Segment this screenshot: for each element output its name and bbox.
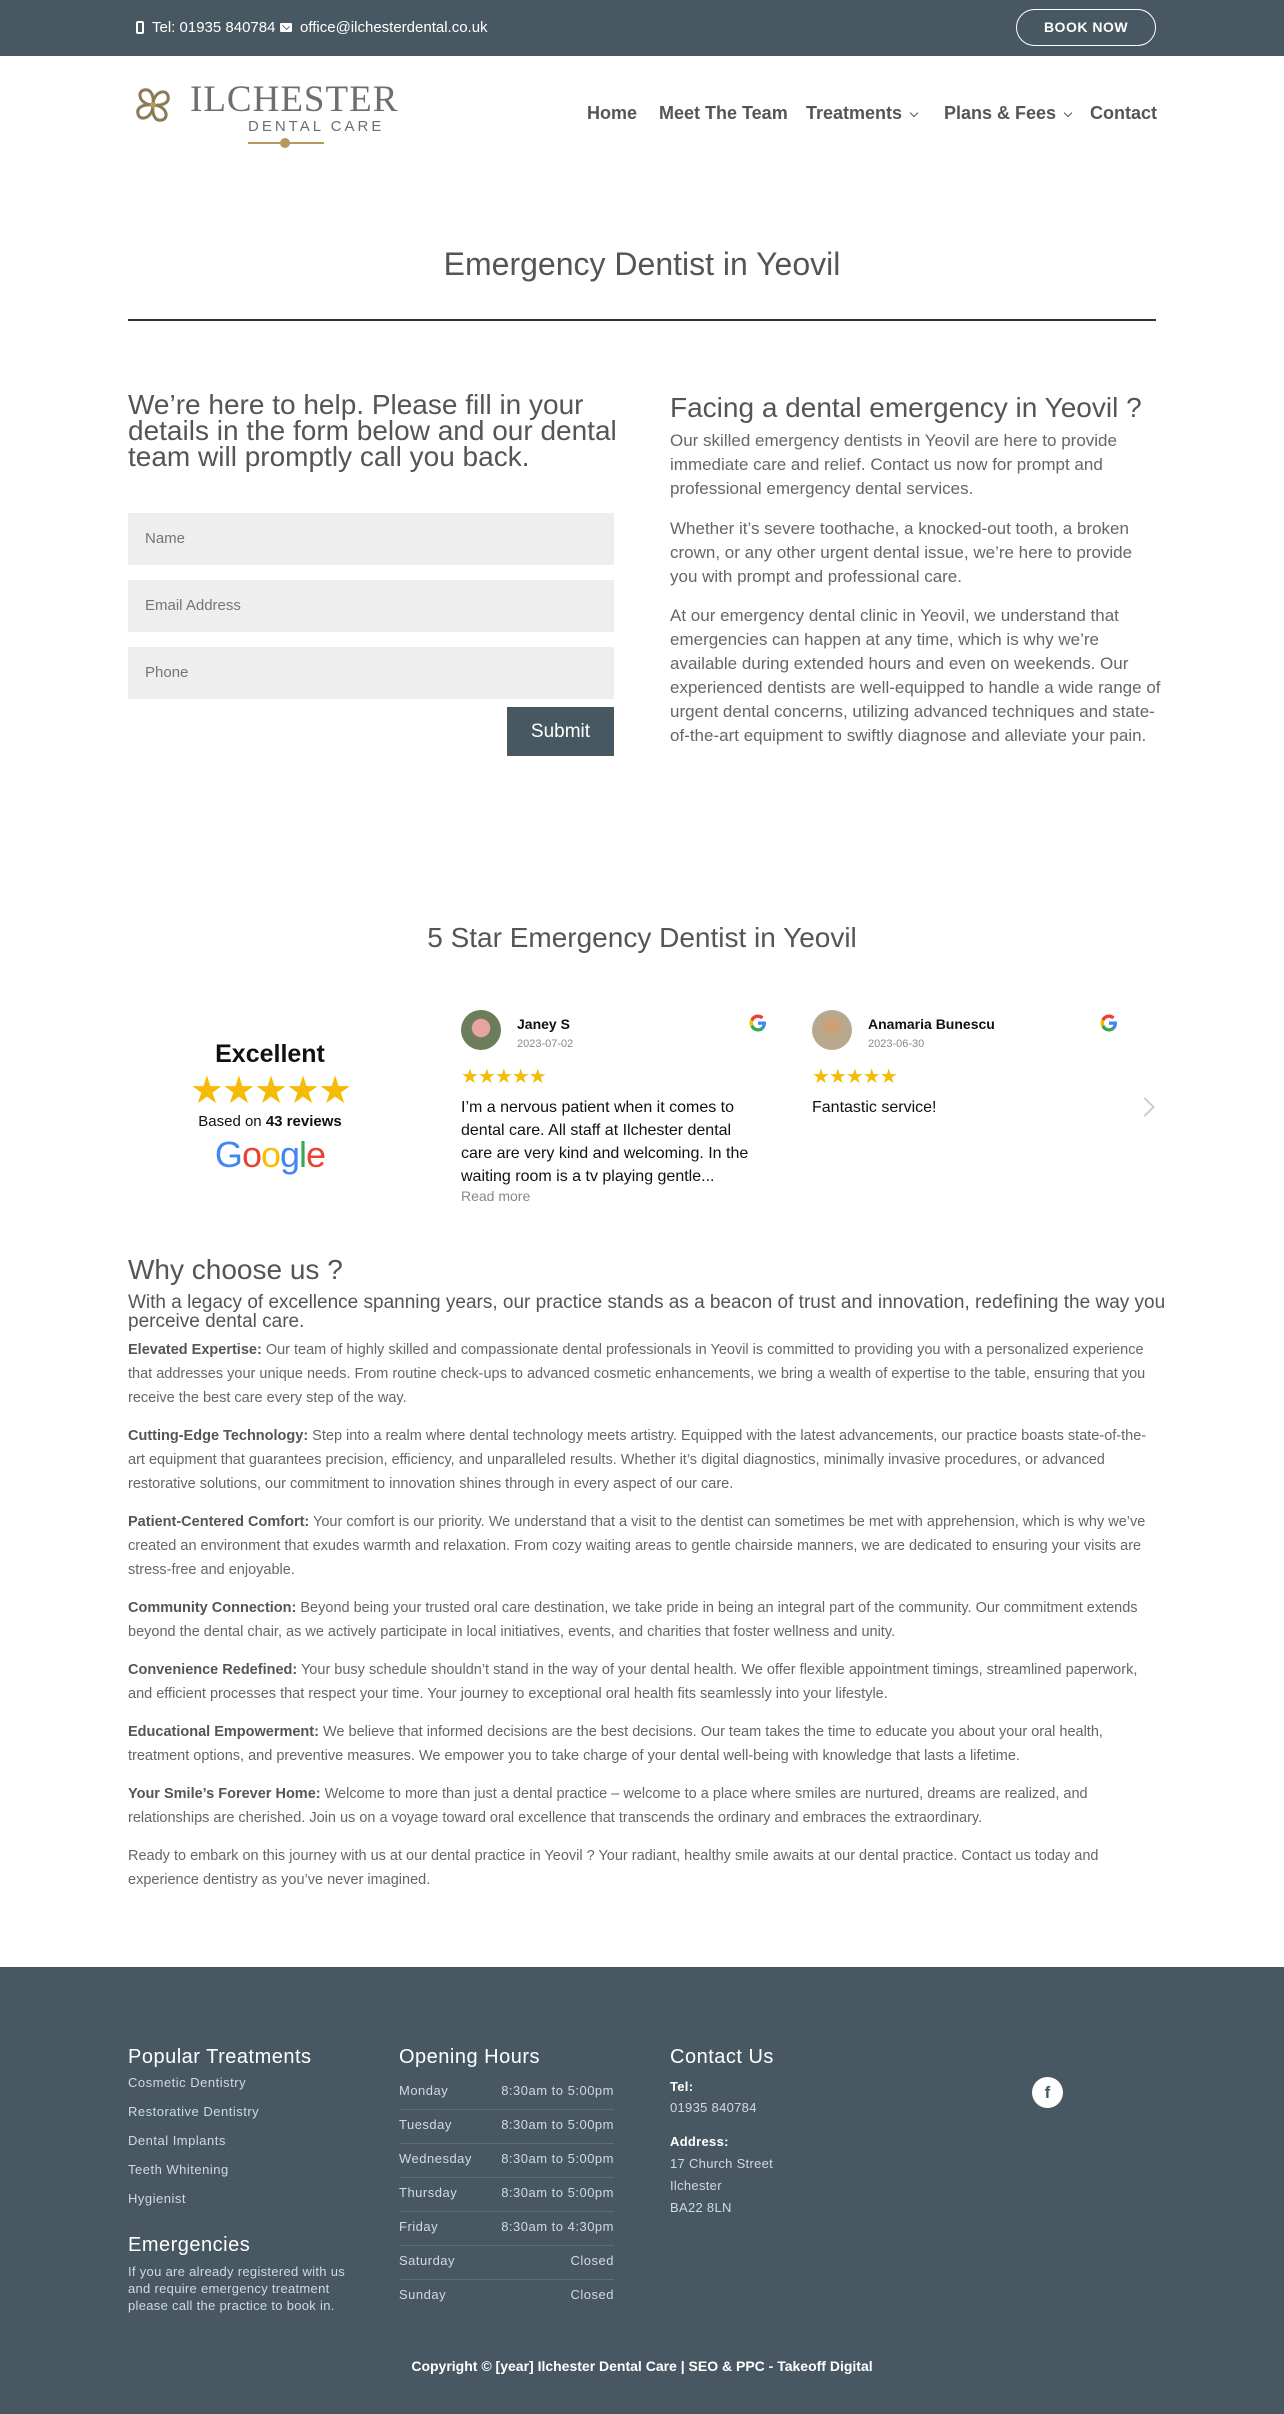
why-item-label: Patient-Centered Comfort: [128,1514,310,1530]
hours-day: Monday [399,2083,449,2098]
rating-word: Excellent [215,1040,325,1068]
hours-time: 8:30am to 4:30pm [501,2219,614,2234]
review-count [170,1113,370,1130]
hours-day: Thursday [399,2185,458,2200]
mobile-phone-icon [136,21,144,34]
why-item-text: Ready to embark on this journey with us at our dental practice in Yeovil ? Your radiant, healthy smile awaits at our dental practice. Contact us today and experience dentistry as you’ve never imagined. [128,1848,1099,1888]
hours-time: Closed [570,2287,614,2302]
why-item [128,1510,1158,1582]
address-line: 17 Church Street [670,2156,774,2171]
phone-field[interactable] [128,647,614,699]
hours-row [399,2212,614,2246]
nav-contact[interactable]: Contact [1090,103,1157,123]
address-line: BA22 8LN [670,2200,732,2215]
why-item-label: Cutting-Edge Technology: [128,1428,309,1444]
why-item-text: We believe that informed decisions are the best decisions. Our team takes the time to educate you about your oral health, treatment options, and preventive measures. We empower you to take charge of your dental well-being with knowledge that lasts a lifetime. [128,1724,1103,1764]
hours-day: Friday [399,2219,439,2234]
address-label: Address: [670,2134,729,2149]
review-summary [170,1040,370,1176]
logo-ornament [280,138,290,148]
footer-link-hygienist[interactable]: Hygienist [128,2191,186,2206]
hours-time: 8:30am to 5:00pm [501,2083,614,2098]
read-more-link[interactable]: Read more [461,1188,531,1204]
envelope-icon [280,23,292,32]
footer-link-whitening[interactable]: Teeth Whitening [128,2162,229,2177]
why-item [128,1782,1158,1830]
avatar [461,1010,501,1050]
chevron-right-icon[interactable] [1135,1097,1155,1117]
review-count-value[interactable]: 43 reviews [265,1113,342,1130]
review-date: 2023-06-30 [868,1038,925,1050]
footer [0,1967,1284,2414]
hours-day: Wednesday [399,2151,472,2166]
tel-label: Tel: [670,2079,694,2094]
why-item-label: Your Smile’s Forever Home: [128,1786,321,1802]
review-text: I’m a nervous patient when it comes to dental care. All staff at Ilchester dental care are very kind and welcoming. In the waiting room is a tv playing gentle... [461,1099,749,1185]
logo-title: ILCHESTER [190,79,399,120]
nav-home[interactable]: Home [587,103,638,123]
logo-subtitle: DENTAL CARE [248,118,385,135]
facebook-icon[interactable]: f [1032,2077,1063,2108]
why-item-text: Step into a realm where dental technology meets artistry. Equipped with the latest advancements, our practice boasts state-of-the-art equipment that guarantees precision, efficiency, and unparalleled results. Whether it’s digital diagnostics, minimally invasive procedures, or advanced restorative solutions, our commitment to innovation shines through in every aspect of our care. [128,1428,1147,1492]
footer-link-restorative[interactable]: Restorative Dentistry [128,2104,260,2119]
nav-plans-fees[interactable] [944,103,1071,124]
form-heading: We’re here to help. Please fill in your details in the form below and our dental team will promptly call you back. [128,389,617,472]
hours-time: 8:30am to 5:00pm [501,2151,614,2166]
why-title: Why choose us ? [128,1254,343,1285]
submit-button[interactable]: Submit [507,707,614,756]
nav-meet-the-team[interactable]: Meet The Team [659,103,788,123]
address-line: Ilchester [670,2178,722,2193]
name-field[interactable] [128,513,614,565]
review-count-prefix: Based on [198,1113,266,1130]
why-item-text: Welcome to more than just a dental practice – welcome to a place where smiles are nurtured, dreams are realized, and relationships are cherished. Join us on a voyage toward oral excellence that transcends the ordinary and embraces the extraordinary. [128,1786,1088,1826]
why-item-text: Our team of highly skilled and compassionate dental professionals in Yeovil is committed to providing you with a personalized experience that addresses your unique needs. From routine check-ups to advanced cosmetic enhancements, we bring a wealth of expertise to the table, ensuring that you receive the best care every step of the way. [128,1342,1146,1406]
main-nav [0,103,1284,127]
opening-hours-title: Opening Hours [399,2046,541,2068]
emergency-paragraph: Whether it’s severe toothache, a knocked-out tooth, a broken crown, or any other urgent dental issue, we’re here to provide you with prompt and professional care. [670,519,1133,586]
chevron-down-icon [1064,109,1072,117]
email-field[interactable] [128,580,614,632]
reviewer-name: Anamaria Bunescu [868,1016,995,1032]
hours-row [399,2076,614,2110]
emergencies-title: Emergencies [128,2234,251,2256]
top-phone-text: Tel: 01935 840784 [152,19,276,36]
top-phone[interactable] [136,19,275,36]
top-email[interactable] [280,19,488,36]
book-now-button[interactable]: BOOK NOW [1016,9,1156,46]
nav-treatments-label: Treatments [806,103,903,123]
emergencies-text: If you are already registered with us and require emergency treatment please call the practice to book in. [128,2264,346,2313]
review-date: 2023-07-02 [517,1038,574,1050]
hours-row [399,2144,614,2178]
review-text: Fantastic service! [812,1099,937,1116]
page-title: Emergency Dentist in Yeovil [443,246,841,282]
hours-row [399,2246,614,2280]
hours-row [399,2280,614,2314]
top-bar [0,0,1284,56]
rating-stars: ★★★★★ [189,1070,351,1112]
why-item-label: Elevated Expertise: [128,1342,262,1358]
footer-tel[interactable]: 01935 840784 [670,2100,757,2115]
nav-treatments[interactable] [806,103,917,124]
contact-title: Contact Us [670,2046,774,2068]
popular-treatments-title: Popular Treatments [128,2046,312,2068]
google-g-icon [749,1014,767,1032]
why-item [128,1844,1158,1892]
hours-time: 8:30am to 5:00pm [501,2185,614,2200]
why-item-text: Your busy schedule shouldn’t stand in the way of your dental health. We offer flexible appointment timings, streamlined paperwork, and efficient processes that respect your time. Your journey to exceptional oral health fits seamlessly into your lifestyle. [128,1662,1138,1702]
footer-link-implants[interactable]: Dental Implants [128,2133,226,2148]
why-item-text: Beyond being your trusted oral care destination, we take pride in being an integral part of the community. Our commitment extends beyond the dental chair, as we actively participate in local initiatives, events, and charities that foster wellness and unity. [128,1600,1138,1640]
hours-time: Closed [570,2253,614,2268]
hours-day: Tuesday [399,2117,452,2132]
emergency-heading: Facing a dental emergency in Yeovil ? [670,392,1142,423]
why-item [128,1596,1158,1644]
emergency-paragraph: At our emergency dental clinic in Yeovil, we understand that emergencies can happen at any time, which is why we’re available during extended hours and even on weekends. Our experienced dentists are well-equipped to handle a wide range of urgent dental concerns, utilizing advanced techniques and state-of-the-art equipment to swiftly diagnose and alleviate your pain. [670,606,1161,745]
hours-row [399,2110,614,2144]
avatar [812,1010,852,1050]
google-g-icon [1100,1014,1118,1032]
copyright: Copyright © [year] Ilchester Dental Care | SEO & PPC - Takeoff Digital [411,2358,873,2374]
why-item [128,1720,1158,1768]
why-item [128,1338,1158,1410]
why-subtitle: With a legacy of excellence spanning years, our practice stands as a beacon of trust and innovation, redefining the way you perceive dental care. [128,1292,1166,1332]
nav-plans-fees-label: Plans & Fees [944,103,1057,123]
why-item-label: Community Connection: [128,1600,297,1616]
reviewer-name: Janey S [517,1016,570,1032]
footer-link-cosmetic[interactable]: Cosmetic Dentistry [128,2075,247,2090]
google-logo: Google [214,1134,326,1175]
chevron-down-icon [910,109,918,117]
review-stars: ★★★★★ [812,1066,897,1088]
hours-time: 8:30am to 5:00pm [501,2117,614,2132]
review-card [812,1010,1118,1210]
reviews-title: 5 Star Emergency Dentist in Yeovil [427,922,857,953]
title-divider [128,319,1156,321]
hours-day: Saturday [399,2253,456,2268]
why-item [128,1424,1158,1496]
why-item-label: Convenience Redefined: [128,1662,298,1678]
hours-day: Sunday [399,2287,447,2302]
why-item-label: Educational Empowerment: [128,1724,319,1740]
top-email-text: office@ilchesterdental.co.uk [300,19,488,36]
emergency-paragraph: Our skilled emergency dentists in Yeovil are here to provide immediate care and relief. Contact us now for prompt and professional emergency dental services. [670,431,1117,498]
why-item [128,1658,1158,1706]
why-item-text: Your comfort is our priority. We understand that a visit to the dentist can sometimes be met with apprehension, which is why we’ve created an environment that exudes warmth and relaxation. From cozy waiting areas to gentle chairside manners, we are dedicated to ensuring your visits are stress-free and enjoyable. [128,1514,1146,1578]
review-card [461,1010,767,1210]
review-stars: ★★★★★ [461,1066,546,1088]
hours-row [399,2178,614,2212]
